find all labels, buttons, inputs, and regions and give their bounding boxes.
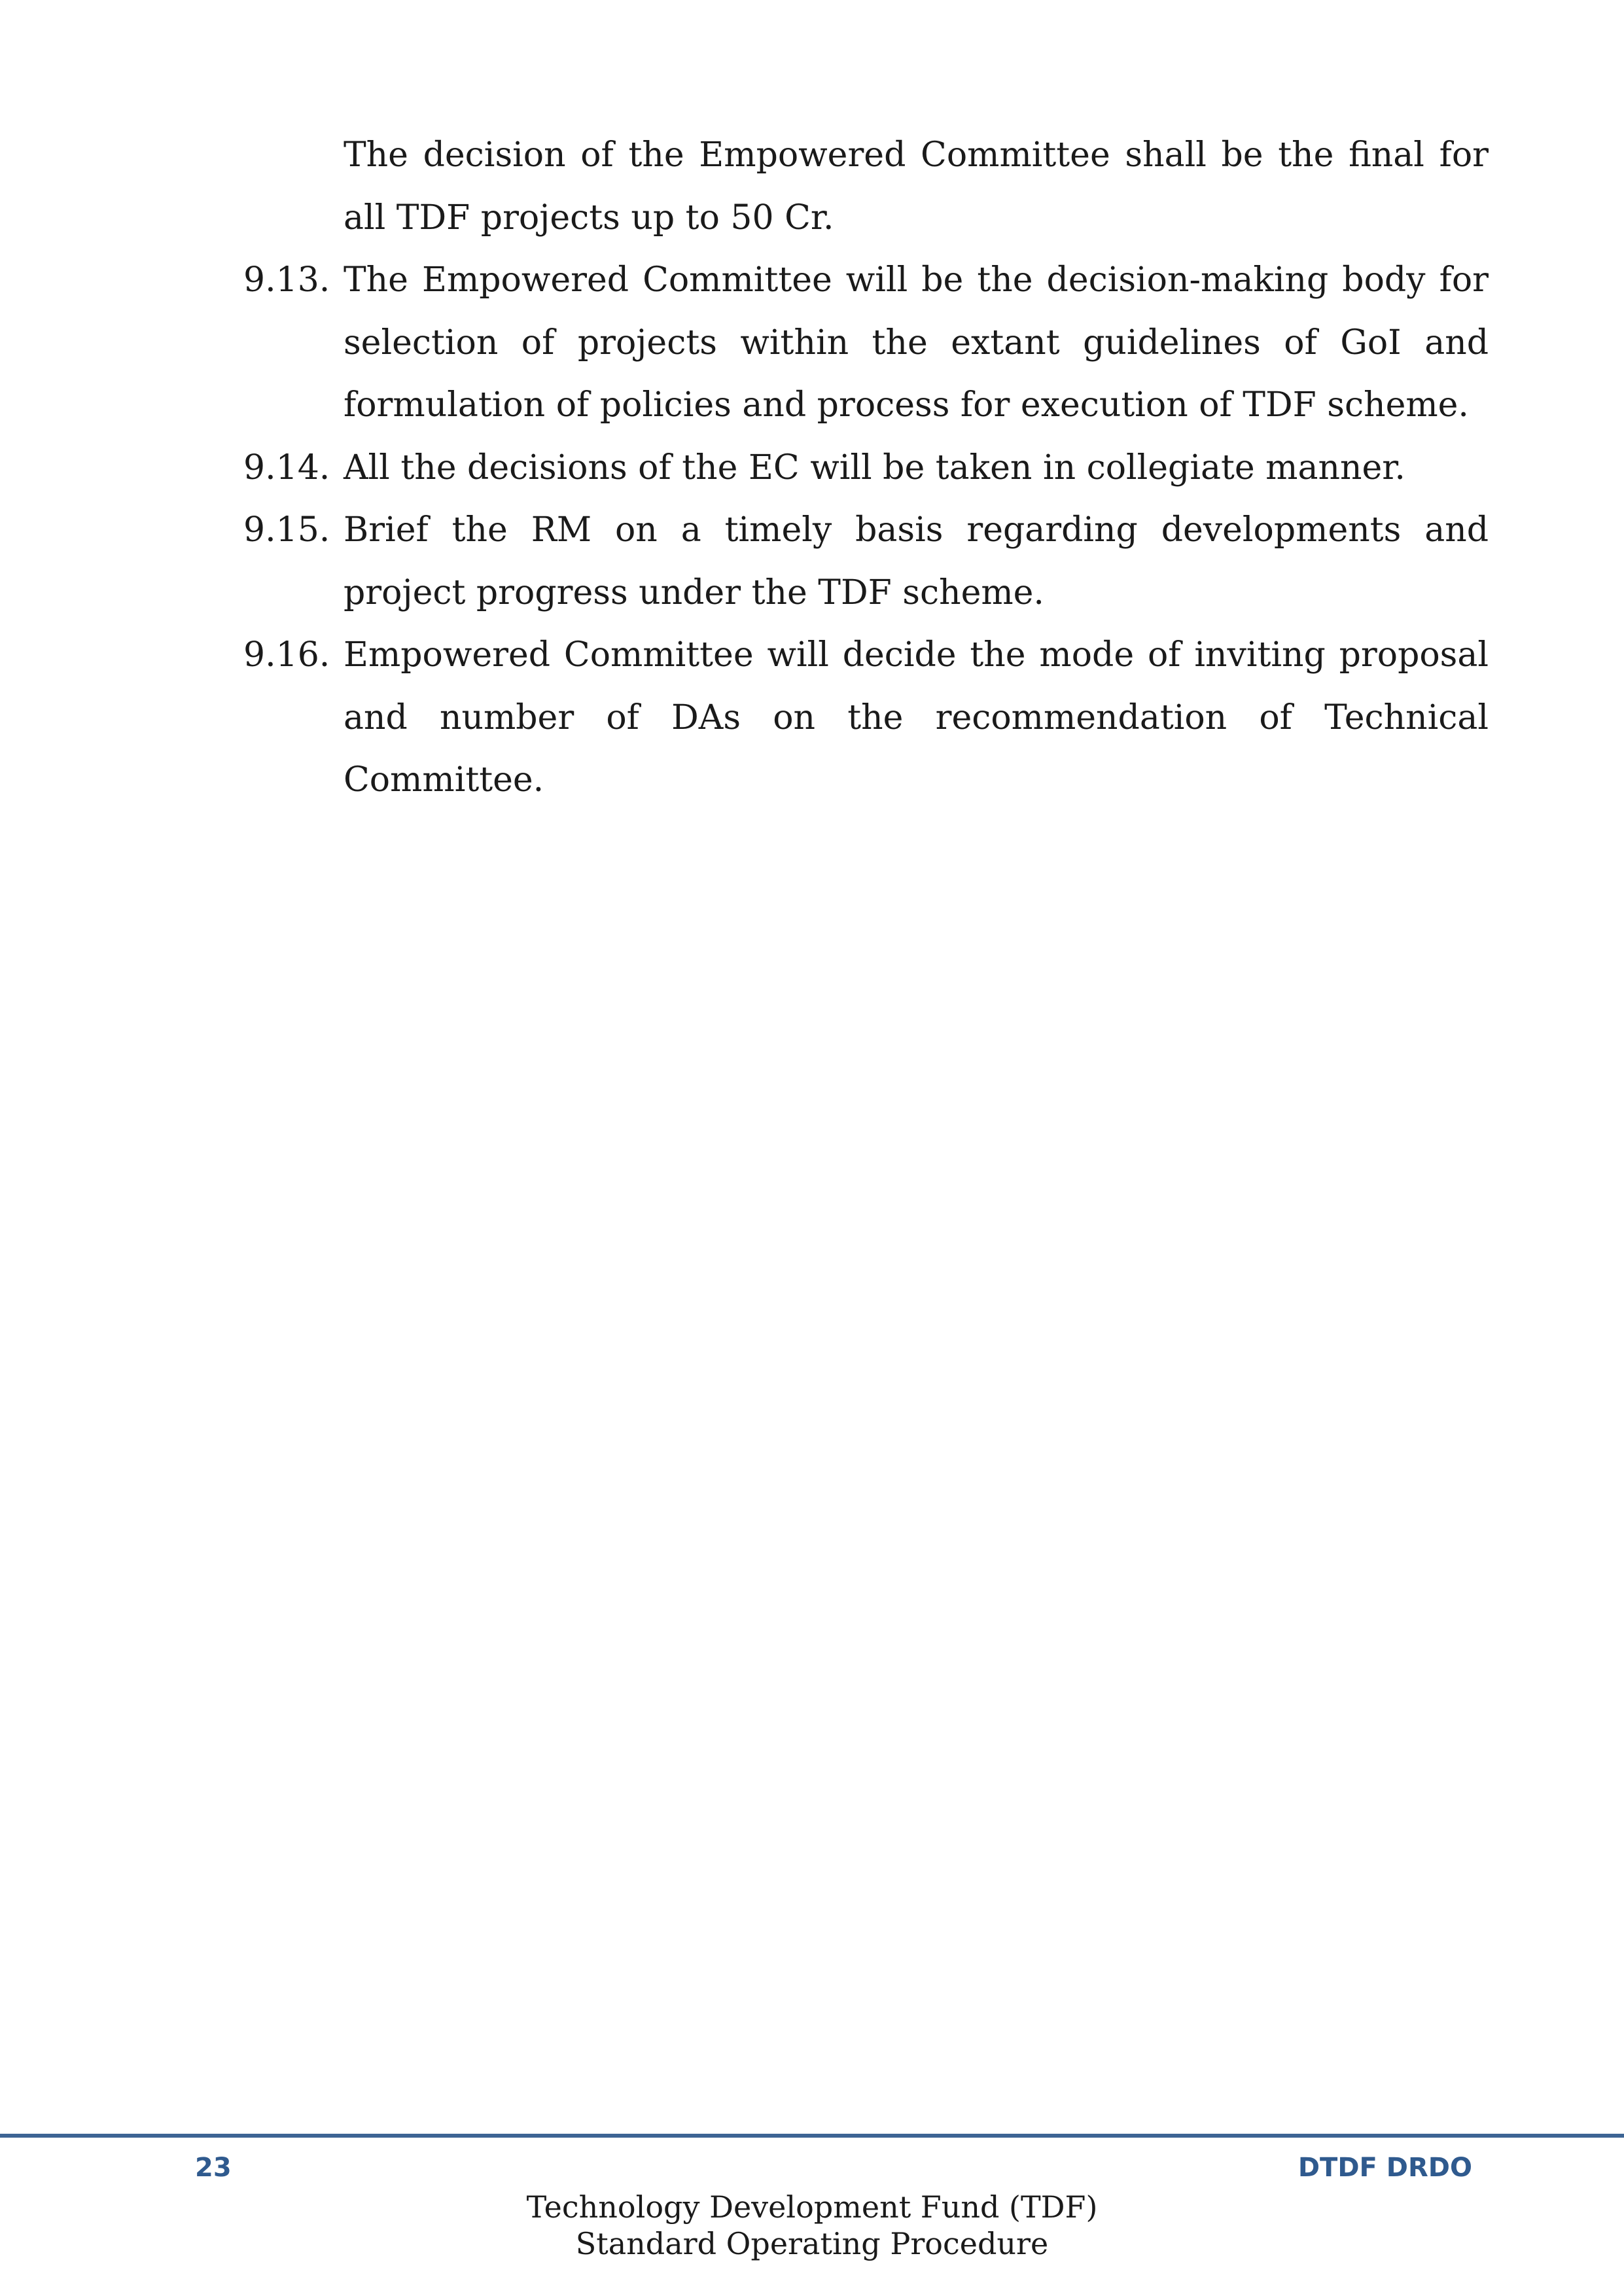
item-number: 9.13. (243, 260, 330, 300)
list-item-9-16 (243, 624, 1489, 812)
item-number: 9.15. (243, 510, 330, 550)
item-text: The Empowered Committee will be the decision-making body for selection of projects within the extant guidelines of GoI and formulation of policies and process for execution of TDF scheme. (344, 260, 1489, 425)
item-text: All the decisions of the EC will be taken in collegiate manner. (344, 448, 1405, 487)
list-item-9-15 (243, 499, 1489, 624)
list-item-9-13 (243, 249, 1489, 437)
item-number: 9.16. (243, 635, 330, 675)
footer-title-line2: Standard Operating Procedure (575, 2226, 1049, 2261)
footer-title-line1: Technology Development Fund (TDF) (526, 2189, 1098, 2225)
continuation-paragraph: The decision of the Empowered Committee shall be the final for all TDF projects up to 50 Cr. (344, 135, 1489, 238)
page-number: 23 (195, 2153, 232, 2183)
footer-divider (0, 2134, 1624, 2138)
item-number: 9.14. (243, 448, 330, 487)
item-text: Empowered Committee will decide the mode of inviting proposal and number of DAs on the recommendation of Technical Committee. (344, 635, 1489, 800)
item-text: Brief the RM on a timely basis regarding developments and project progress under the TDF scheme. (344, 510, 1489, 612)
list-item-9-14 (243, 437, 1489, 500)
footer-organization: DTDF DRDO (1297, 2153, 1472, 2183)
